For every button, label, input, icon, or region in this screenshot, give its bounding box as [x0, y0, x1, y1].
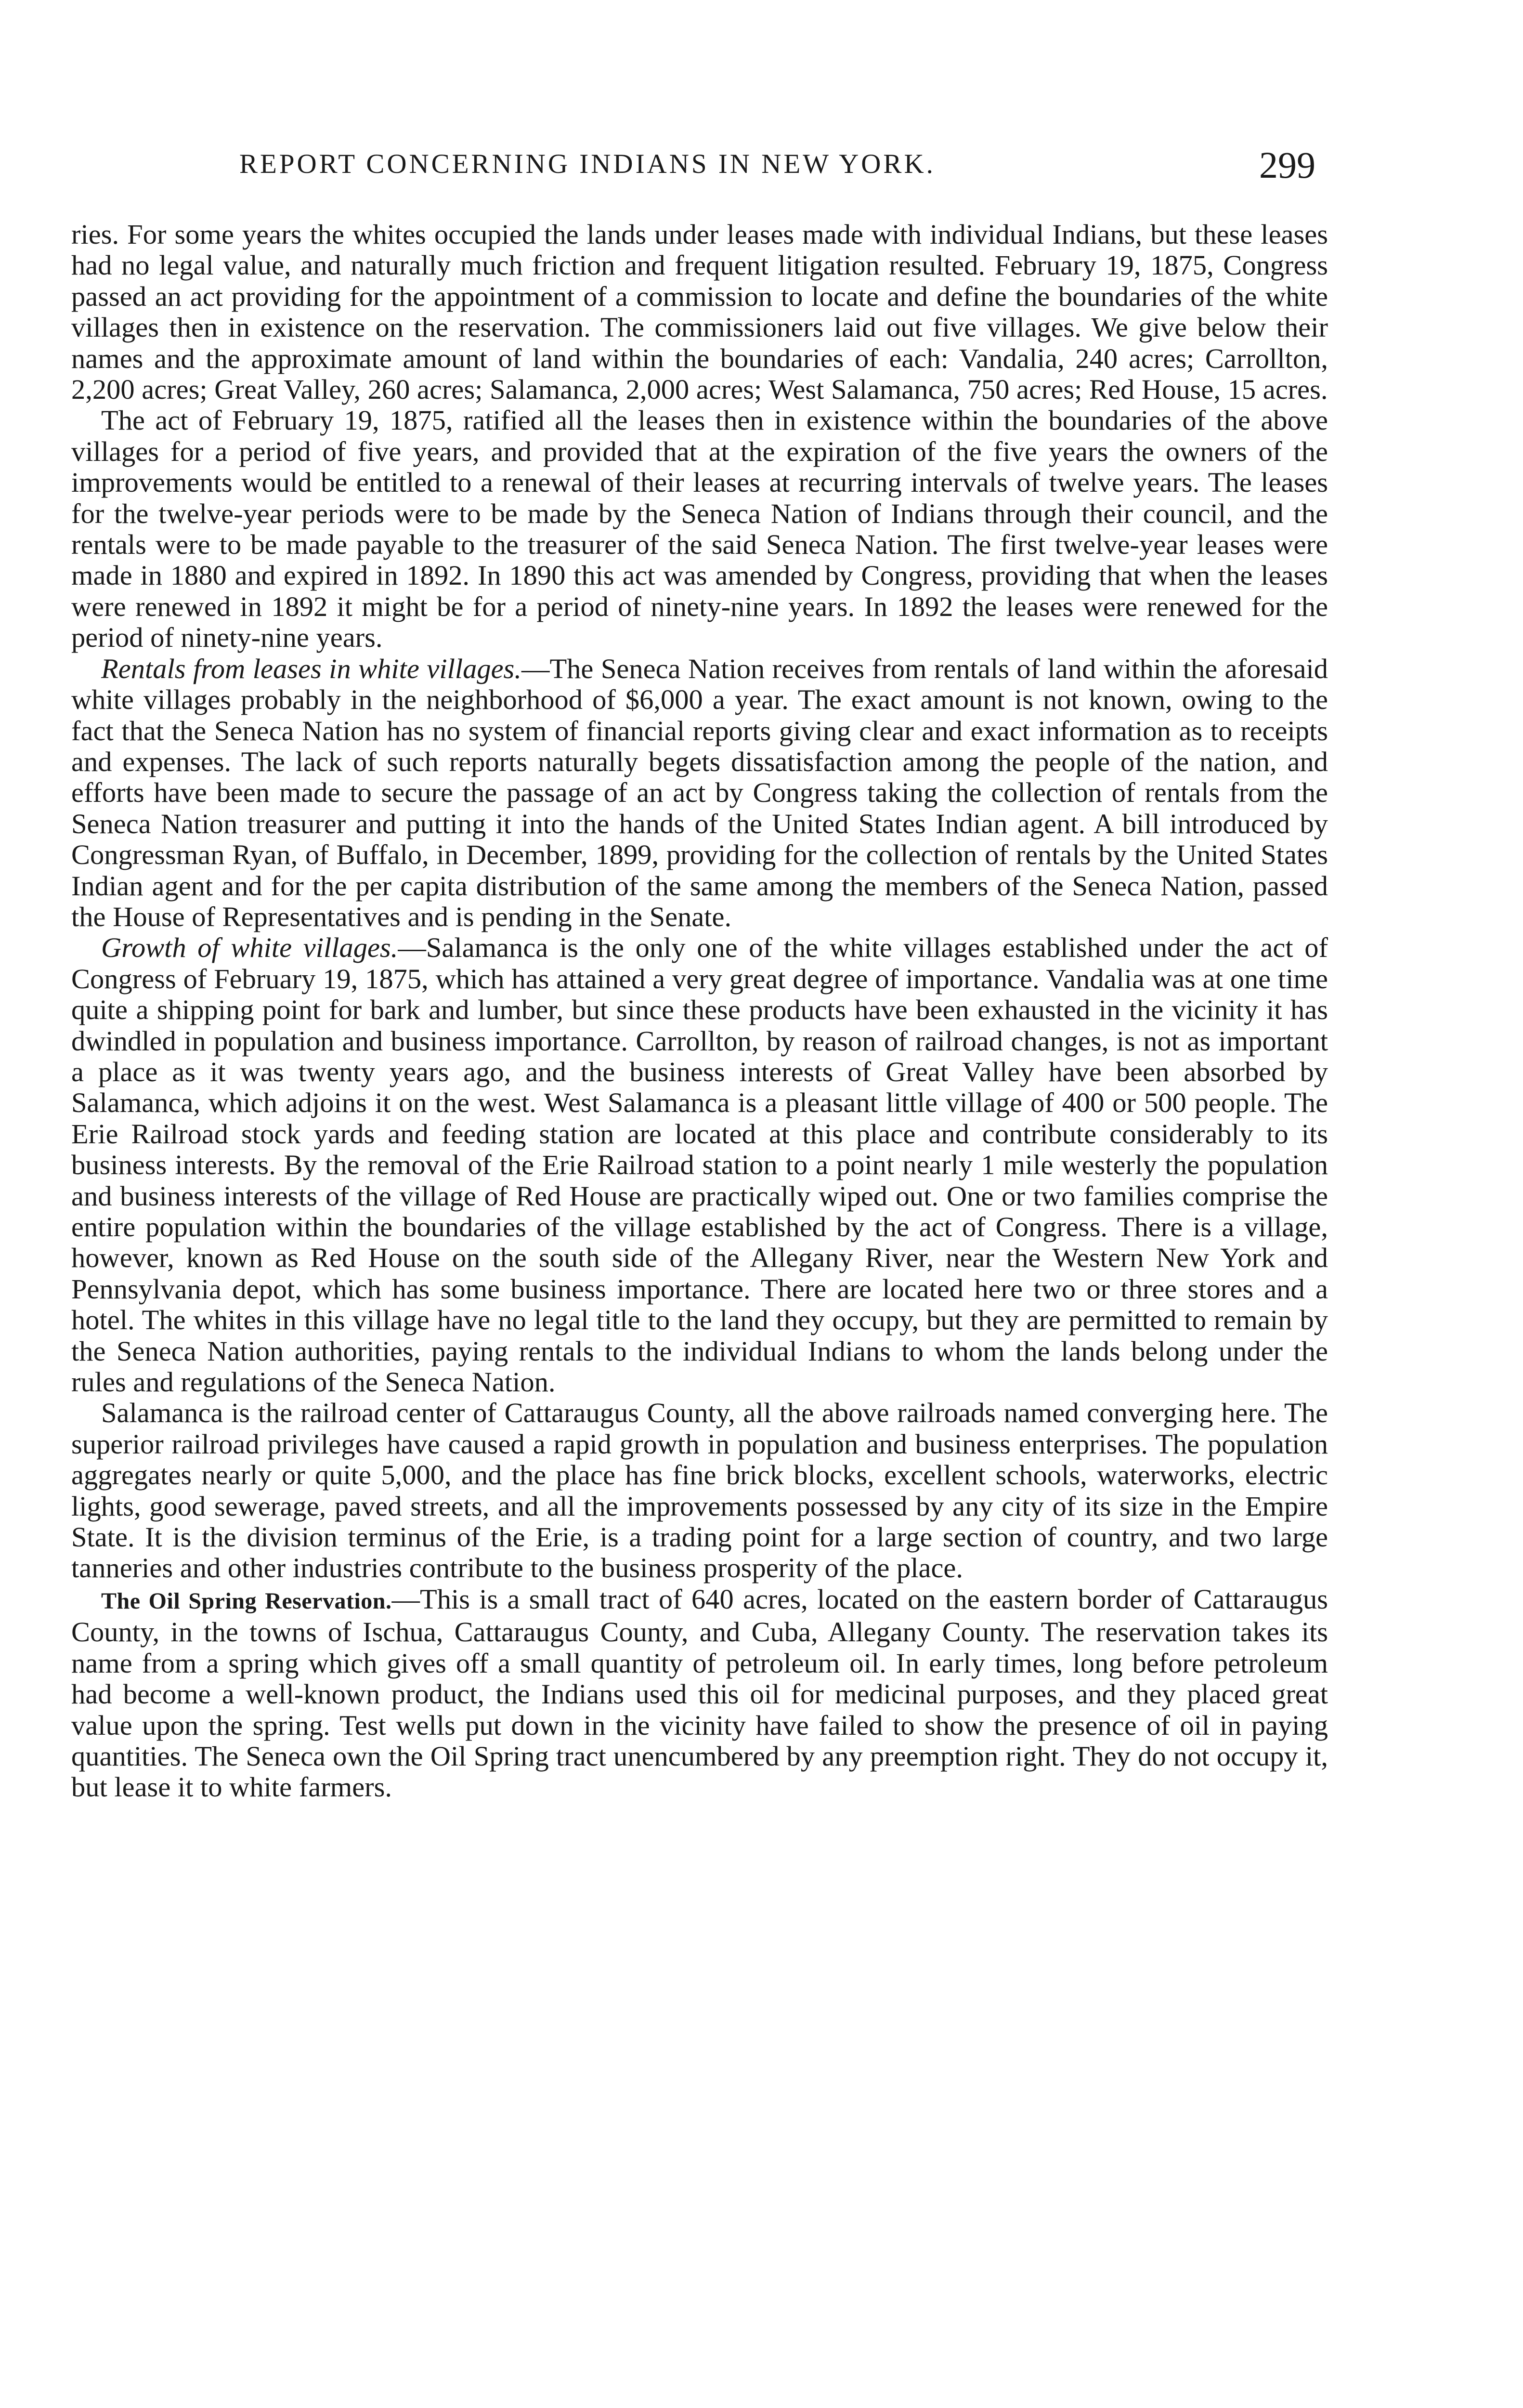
body-text	[71, 219, 1328, 1803]
paragraph-5	[71, 1398, 1328, 1584]
section-heading-oil-spring: The Oil Spring Reservation.	[101, 1588, 392, 1614]
paragraph-6	[71, 1584, 1328, 1803]
paragraph-3	[71, 654, 1328, 933]
paragraph-6-text: —This is a small tract of 640 acres, located on the eastern border of Cattaraugus County, in the towns of Ischua, Cattaraugus County, and Cuba, Allegany County. The reservation takes its name from a spring which gives off a small quantity of petroleum oil. In early times, long before petroleum had become a well-known product, the Indians used this oil for medicinal purposes, and they placed great value upon the spring. Test wells put down in the vicinity have failed to show the presence of oil in paying quantities. The Seneca own the Oil Spring tract unencumbered by any preemption right. They do not occupy it, but lease it to white farmers.	[71, 1583, 1328, 1803]
paragraph-4	[71, 932, 1328, 1398]
paragraph-2-text: The act of February 19, 1875, ratified all the leases then in existence within the boundaries of the above villages for a period of five years, and provided that at the expiration of the five years the owners of the improvements would be entitled to a renewal of their leases at recurring intervals of twelve years. The leases for the twelve-year periods were to be made by the Seneca Nation of Indians through their council, and the rentals were to be made payable to the treasurer of the said Seneca Nation. The first twelve-year leases were made in 1880 and expired in 1892. In 1890 this act was amended by Congress, providing that when the leases were renewed in 1892 it might be for a period of ninety-nine years. In 1892 the leases were renewed for the period of ninety-nine years.	[71, 405, 1328, 654]
paragraph-3-text: —The Seneca Nation receives from rentals of land within the aforesaid white villages probably in the neighborhood of $6,000 a year. The exact amount is not known, owing to the fact that the Seneca Nation has no system of financial reports giving clear and exact information as to receipts and expenses. The lack of such reports naturally begets dissatisfaction among the people of the nation, and efforts have been made to secure the passage of an act by Congress taking the collection of rentals from the Seneca Nation treasurer and putting it into the hands of the United States Indian agent. A bill introduced by Congressman Ryan, of Buffalo, in December, 1899, providing for the collection of rentals by the United States Indian agent and for the per capita distribution of the same among the members of the Seneca Nation, passed the House of Representatives and is pending in the Senate.	[71, 653, 1328, 932]
paragraph-2	[71, 405, 1328, 653]
section-heading-rentals: Rentals from leases in white villages.	[101, 653, 521, 684]
paragraph-5-text: Salamanca is the railroad center of Cattaraugus County, all the above railroads named converging here. The superior railroad privileges have caused a rapid growth in population and business enterprises. The population aggregates nearly or quite 5,000, and the place has fine brick blocks, excellent schools, waterworks, electric lights, good sewerage, paved streets, and all the improvements possessed by any city of its size in the Empire State. It is the division terminus of the Erie, is a trading point for a large section of country, and two large tanneries and other industries contribute to the business prosperity of the place.	[71, 1397, 1328, 1584]
running-header	[239, 144, 1315, 187]
paragraph-1	[71, 219, 1328, 405]
running-title: REPORT CONCERNING INDIANS IN NEW YORK.	[239, 149, 936, 179]
paragraph-1-text: ries. For some years the whites occupied the lands under leases made with individual Indians, but these leases had no legal value, and naturally much friction and frequent litigation resulted. February 19, 1875, Congress passed an act providing for the appointment of a commission to locate and define the boundaries of the white villages then in existence on the reservation. The commissioners laid out five villages. We give below their names and the approximate amount of land within the boundaries of each: Vandalia, 240 acres; Carrollton, 2,200 acres; Great Valley, 260 acres; Salamanca, 2,000 acres; West Salamanca, 750 acres; Red House, 15 acres.	[71, 219, 1328, 406]
page-number: 299	[1259, 144, 1315, 186]
section-heading-growth: Growth of white villages.	[101, 932, 398, 964]
paragraph-4-text: —Salamanca is the only one of the white villages established under the act of Congress of February 19, 1875, which has attained a very great degree of importance. Vandalia was at one time quite a shipping point for bark and lumber, but since these products have been exhausted in the vicinity it has dwindled in population and business importance. Carrollton, by reason of railroad changes, is not as important a place as it was twenty years ago, and the business interests of Great Valley have been absorbed by Salamanca, which adjoins it on the west. West Salamanca is a pleasant little village of 400 or 500 people. The Erie Railroad stock yards and feeding station are located at this place and contribute considerably to its business interests. By the removal of the Erie Railroad station to a point nearly 1 mile westerly the population and business interests of the village of Red House are practically wiped out. One or two families comprise the entire population within the boundaries of the village established by the act of Congress. There is a village, however, known as Red House on the south side of the Allegany River, near the Western New York and Pennsylvania depot, which has some business importance. There are located here two or three stores and a hotel. The whites in this village have no legal title to the land they occupy, but they are permitted to remain by the Seneca Nation authorities, paying rentals to the individual Indians to whom the lands belong under the rules and regulations of the Seneca Nation.	[71, 932, 1328, 1398]
